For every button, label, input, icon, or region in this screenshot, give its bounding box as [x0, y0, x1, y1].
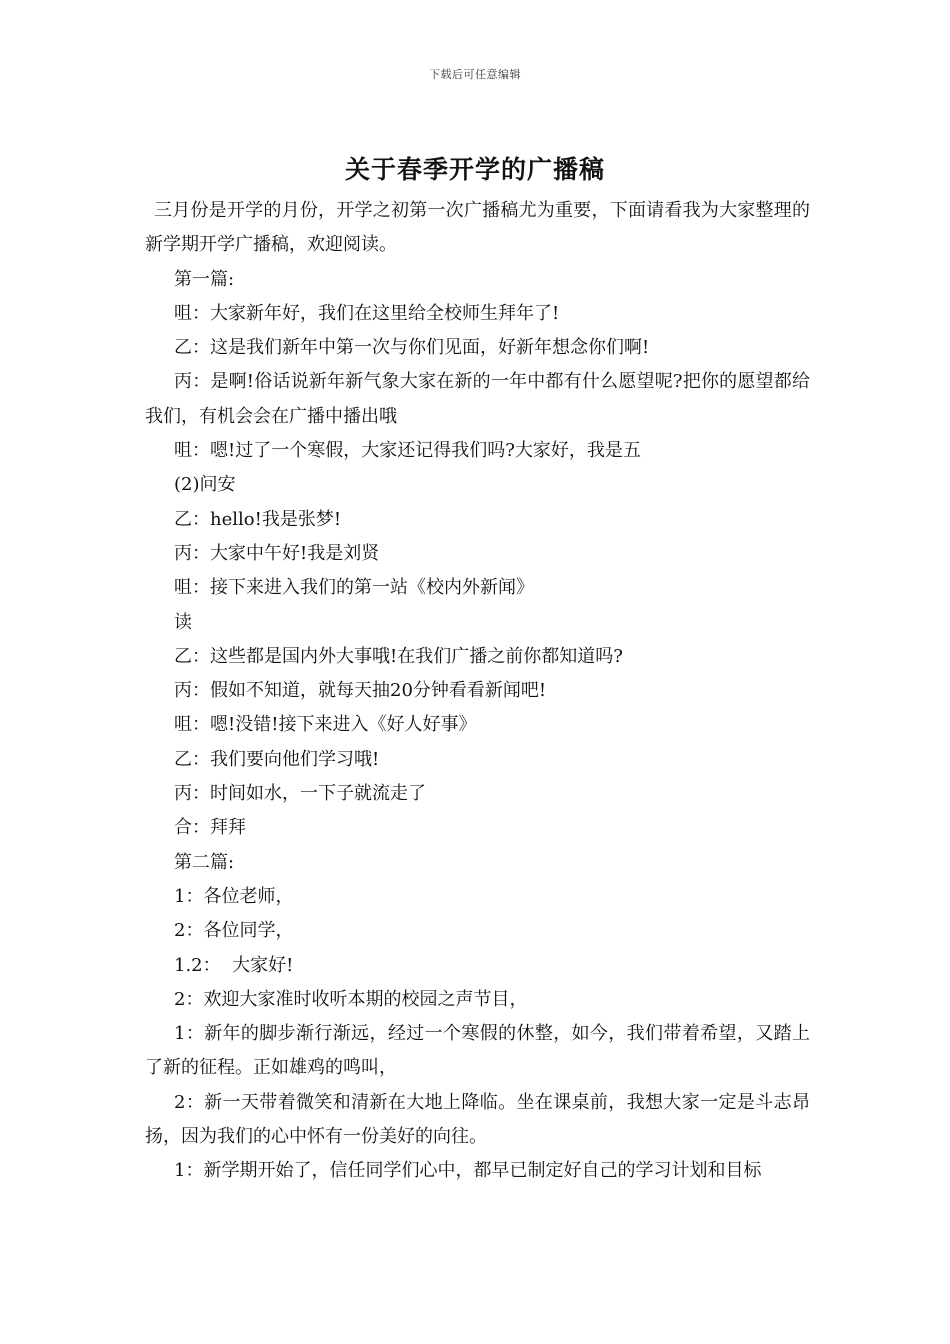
header-note: 下载后可任意编辑 — [429, 68, 521, 81]
section-heading: 第一篇: — [174, 268, 235, 290]
dialogue-line: 读 — [174, 611, 192, 633]
dialogue-line: 2：新一天带着微笑和清新在大地上降临。坐在课桌前，我想大家一定是斗志昂扬，因为我们的心中怀有一份美好的向往。 — [145, 1091, 810, 1148]
dialogue-line: 乙：hello!我是张梦! — [174, 508, 342, 530]
dialogue-line: 合：拜拜 — [174, 817, 246, 839]
dialogue-line: 咀：大家新年好，我们在这里给全校师生拜年了! — [174, 302, 560, 324]
intro-paragraph: 三月份是开学的月份，开学之初第一次广播稿尤为重要，下面请看我为大家整理的新学期开学广播稿，欢迎阅读。 — [145, 200, 810, 256]
dialogue-line: (2)问安 — [174, 474, 236, 496]
dialogue-line: 2：各位同学， — [174, 920, 294, 942]
document-body — [145, 194, 810, 1189]
dialogue-line: 咀：嗯!没错!接下来进入《好人好事》 — [174, 714, 477, 736]
dialogue-line: 1：各位老师， — [174, 885, 294, 907]
dialogue-line: 丙：时间如水，一下子就流走了 — [174, 783, 426, 805]
dialogue-line: 1：新学期开始了，信任同学们心中，都早已制定好自己的学习计划和目标 — [174, 1160, 762, 1182]
dialogue-line: 乙：这些都是国内外大事哦!在我们广播之前你都知道吗? — [174, 645, 623, 667]
document-title: 关于春季开学的广播稿 — [344, 155, 605, 184]
section-heading: 第二篇: — [174, 851, 235, 873]
dialogue-line: 咀：嗯!过了一个寒假，大家还记得我们吗?大家好，我是五 — [174, 440, 641, 462]
dialogue-line: 乙：我们要向他们学习哦! — [174, 748, 380, 770]
dialogue-line: 丙：大家中午好!我是刘贤 — [174, 542, 380, 564]
dialogue-line: 1：新年的脚步渐行渐远，经过一个寒假的休整，如今，我们带着希望，又踏上了新的征程。正如雄鸡的鸣叫， — [145, 1023, 810, 1079]
dialogue-line: 丙：假如不知道，就每天抽20分钟看看新闻吧! — [174, 680, 547, 702]
dialogue-line: 乙：这是我们新年中第一次与你们见面，好新年想念你们啊! — [174, 337, 650, 359]
dialogue-line: 丙：是啊!俗话说新年新气象大家在新的一年中都有什么愿望呢?把你的愿望都给我们，有机会会在广播中播出哦 — [145, 371, 810, 427]
dialogue-line: 1.2： 大家好! — [174, 954, 294, 976]
dialogue-line: 2：欢迎大家准时收听本期的校园之声节目， — [174, 988, 528, 1010]
dialogue-line: 咀：接下来进入我们的第一站《校内外新闻》 — [174, 577, 534, 599]
